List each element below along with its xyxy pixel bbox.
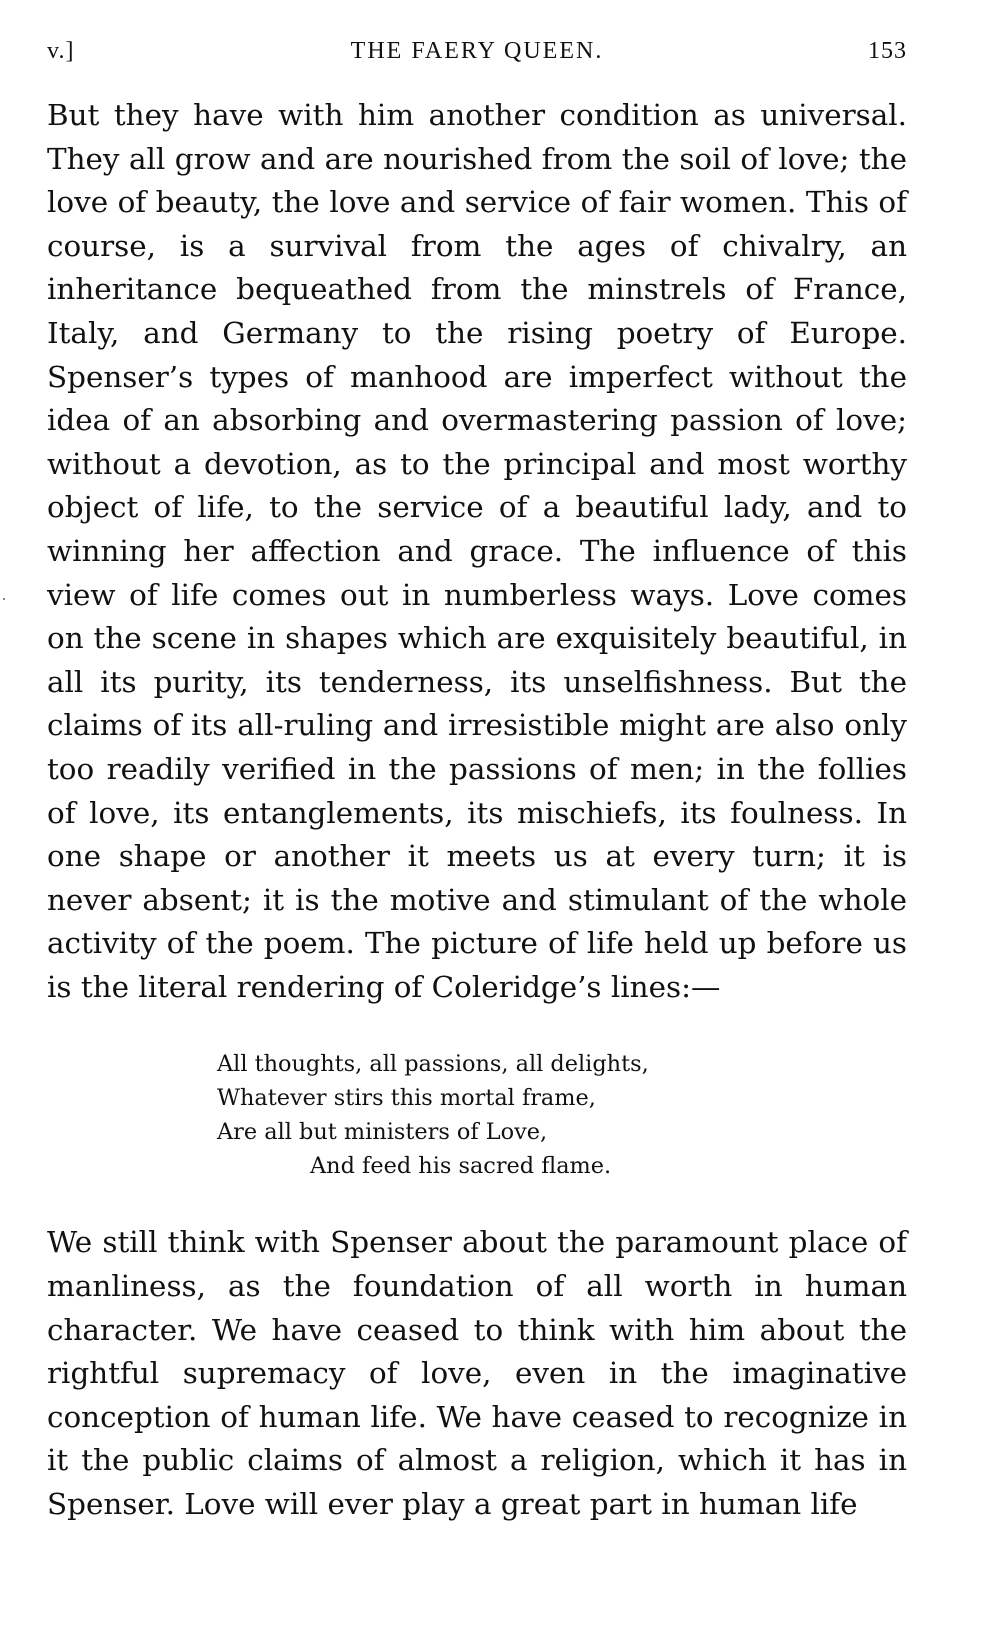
running-head xyxy=(47,30,907,78)
verse-line-1: All thoughts, all passions, all delights, xyxy=(217,1051,649,1078)
quoted-verse xyxy=(217,1047,907,1183)
paragraph-1: But they have with him another condition as universal. They all grow and are nourished from the soil of love; the love of beauty, the love and service of fair women. This of course, is a survival from the ages of chivalry, an inheritance bequeathed from the minstrels of France, Italy, and Germany to the rising poetry of Europe. Spenser’s types of manhood are imperfect without the idea of an absorbing and overmastering passion of love; without a devotion, as to the principal and most worthy object of life, to the service of a beautiful lady, and to winning her affection and grace. The influence of this view of life comes out in numberless ways. Love comes on the scene in shapes which are exquisitely beautiful, in all its purity, its tenderness, its unselfishness. But the claims of its all-ruling and irresistible might are also only too readily verified in the passions of men; in the follies of love, its entanglements, its mischiefs, its foulness. In one shape or another it meets us at every turn; it is never absent; it is the motive and stimulant of the whole activity of the poem. The picture of life held up before us is the literal rendering of Coleridge’s lines:— xyxy=(47,98,907,1004)
running-title: THE FAERY QUEEN. xyxy=(350,38,604,64)
book-page xyxy=(47,30,907,1527)
verse-line-4: And feed his sacred flame. xyxy=(310,1153,612,1180)
paragraph-2: We still think with Spenser about the paramount place of manliness, as the foundation of all worth in human character. We have ceased to think with him about the rightful supremacy of love, even in the imaginative conception of human life. We have ceased to recognize in it the public claims of almost a religion, which it has in Spenser. Love will ever play a great part in human life xyxy=(47,1225,907,1522)
chapter-marker: v.] xyxy=(47,38,75,64)
page-number: 153 xyxy=(868,38,907,64)
verse-line-2: Whatever stirs this mortal frame, xyxy=(217,1085,596,1112)
page-speck xyxy=(3,598,5,600)
verse-line-3: Are all but ministers of Love, xyxy=(217,1119,548,1146)
